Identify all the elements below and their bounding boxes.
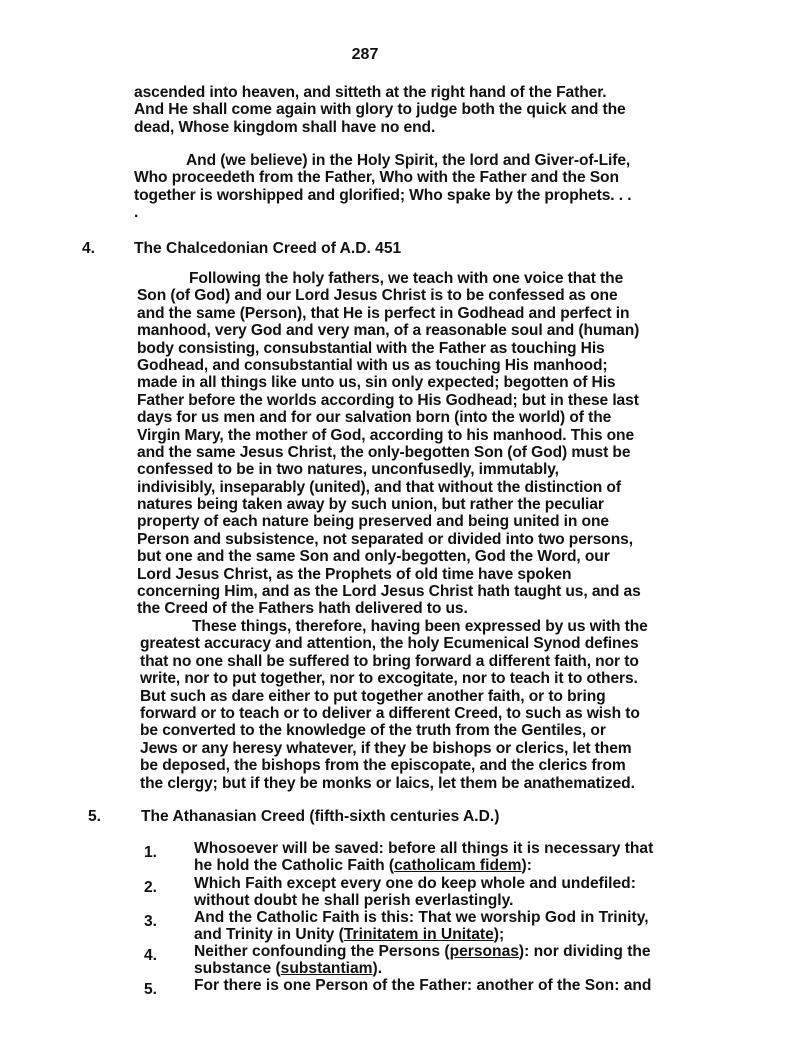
paragraph-synod: [140, 618, 648, 792]
text-line: write, nor to put together, nor to excogitate, nor to teach it to others.: [140, 670, 638, 688]
text-line: manhood, very God and very man, of a reasonable soul and (human): [137, 322, 640, 340]
section-number: 5.: [88, 808, 102, 825]
text-line: ascended into heaven, and sitteth at the right hand of the Father.: [134, 84, 607, 101]
text-line: substance (substantiam).: [194, 960, 383, 978]
text-line: indivisibly, inseparably (united), and that without the distinction of: [137, 478, 621, 496]
text-line: Virgin Mary, the mother of God, according to his manhood. This one: [137, 426, 635, 444]
text-line: For there is one Person of the Father: another of the Son: and: [194, 977, 652, 994]
text-line: and the same Jesus Christ, the only-begotten Son (of God) must be: [137, 443, 631, 461]
text-line: Following the holy fathers, we teach with one voice that the: [189, 270, 624, 287]
text-line: Son (of God) and our Lord Jesus Christ is to be confessed as one: [137, 287, 618, 305]
text-line: concerning Him, and as the Lord Jesus Christ hath taught us, and as: [137, 583, 641, 601]
text-line: forward or to teach or to deliver a different Creed, to such as wish to: [140, 704, 640, 722]
list-item-number: 5.: [144, 981, 158, 998]
section-title: The Chalcedonian Creed of A.D. 451: [134, 240, 402, 257]
text-line: And (we believe) in the Holy Spirit, the lord and Giver-of-Life,: [186, 152, 631, 169]
text-line: without doubt he shall perish everlastingly.: [194, 892, 514, 910]
text-line: that no one shall be suffered to bring forward a different faith, nor to: [140, 652, 639, 670]
text-line: greatest accuracy and attention, the holy Ecumenical Synod defines: [140, 635, 639, 653]
section-number: 4.: [82, 240, 96, 257]
text-line: be converted to the knowledge of the truth from the Gentiles, or: [140, 722, 606, 740]
text-line: Lord Jesus Christ, as the Prophets of old time have spoken: [137, 565, 572, 583]
text-line: made in all things like unto us, sin only expected; begotten of His: [137, 374, 616, 392]
paragraph-chalcedonian: [137, 270, 641, 618]
text-line: the clergy; but if they be monks or laics, let them be anathematized.: [140, 774, 635, 792]
text-line: Which Faith except every one do keep whole and undefiled:: [194, 875, 636, 892]
text-line: the Creed of the Fathers hath delivered to us.: [137, 600, 468, 618]
text-line: and the same (Person), that He is perfect in Godhead and perfect in: [137, 304, 630, 322]
text-line: he hold the Catholic Faith (catholicam fidem):: [194, 857, 532, 875]
latin-term: substantiam: [280, 960, 373, 978]
text-line: .: [134, 204, 139, 222]
latin-term: personas: [449, 943, 519, 960]
paragraph-nicene-end: [134, 84, 626, 136]
text-line: Godhead, and consubstantial with us as touching His manhood;: [137, 356, 608, 374]
text-line: Jews or any heresy whatever, if they be bishops or clerics, let them: [140, 739, 632, 757]
list-item-number: 1.: [144, 844, 158, 861]
latin-term: Trinitatem in Unitate: [343, 926, 494, 944]
text-line: and Trinity in Unity (Trinitatem in Unitate);: [194, 926, 505, 944]
list-item-number: 2.: [144, 879, 158, 896]
text-line: Person and subsistence, not separated or divided into two persons,: [137, 530, 633, 548]
text-line: Father before the worlds according to His Godhead; but in these last: [137, 391, 639, 409]
text-line: be deposed, the bishops from the episcopate, and the clerics from: [140, 757, 626, 775]
text-line: These things, therefore, having been expressed by us with the: [192, 618, 648, 635]
text-line: together is worshipped and glorified; Who spake by the prophets. . .: [134, 186, 632, 204]
text-line: Neither confounding the Persons (personas): nor dividing the: [194, 943, 651, 960]
text-line: Whosoever will be saved: before all things it is necessary that: [194, 840, 654, 857]
text-line: dead, Whose kingdom shall have no end.: [134, 118, 436, 136]
latin-term: catholicam fidem: [394, 857, 522, 875]
list-item-number: 4.: [144, 947, 158, 964]
text-line: But such as dare either to put together another faith, or to bring: [140, 687, 606, 705]
text-line: confessed to be in two natures, unconfusedly, immutably,: [137, 461, 559, 479]
text-line: property of each nature being preserved and being united in one: [137, 513, 609, 531]
text-line: And the Catholic Faith is this: That we worship God in Trinity,: [194, 909, 649, 926]
text-line: days for us men and for our salvation born (into the world) of the: [137, 409, 612, 427]
text-line: Who proceedeth from the Father, Who with the Father and the Son: [134, 169, 619, 187]
section-title: The Athanasian Creed (fifth-sixth centuries A.D.): [141, 808, 500, 825]
paragraph-holy-spirit: [134, 152, 631, 222]
page-number: 287: [351, 46, 379, 63]
text-line: natures being taken away by such union, but rather the peculiar: [137, 496, 604, 514]
text-line: And He shall come again with glory to judge both the quick and the: [134, 101, 626, 119]
list-item-number: 3.: [144, 913, 158, 930]
text-line: but one and the same Son and only-begotten, God the Word, our: [137, 548, 610, 566]
text-line: body consisting, consubstantial with the Father as touching His: [137, 339, 605, 357]
